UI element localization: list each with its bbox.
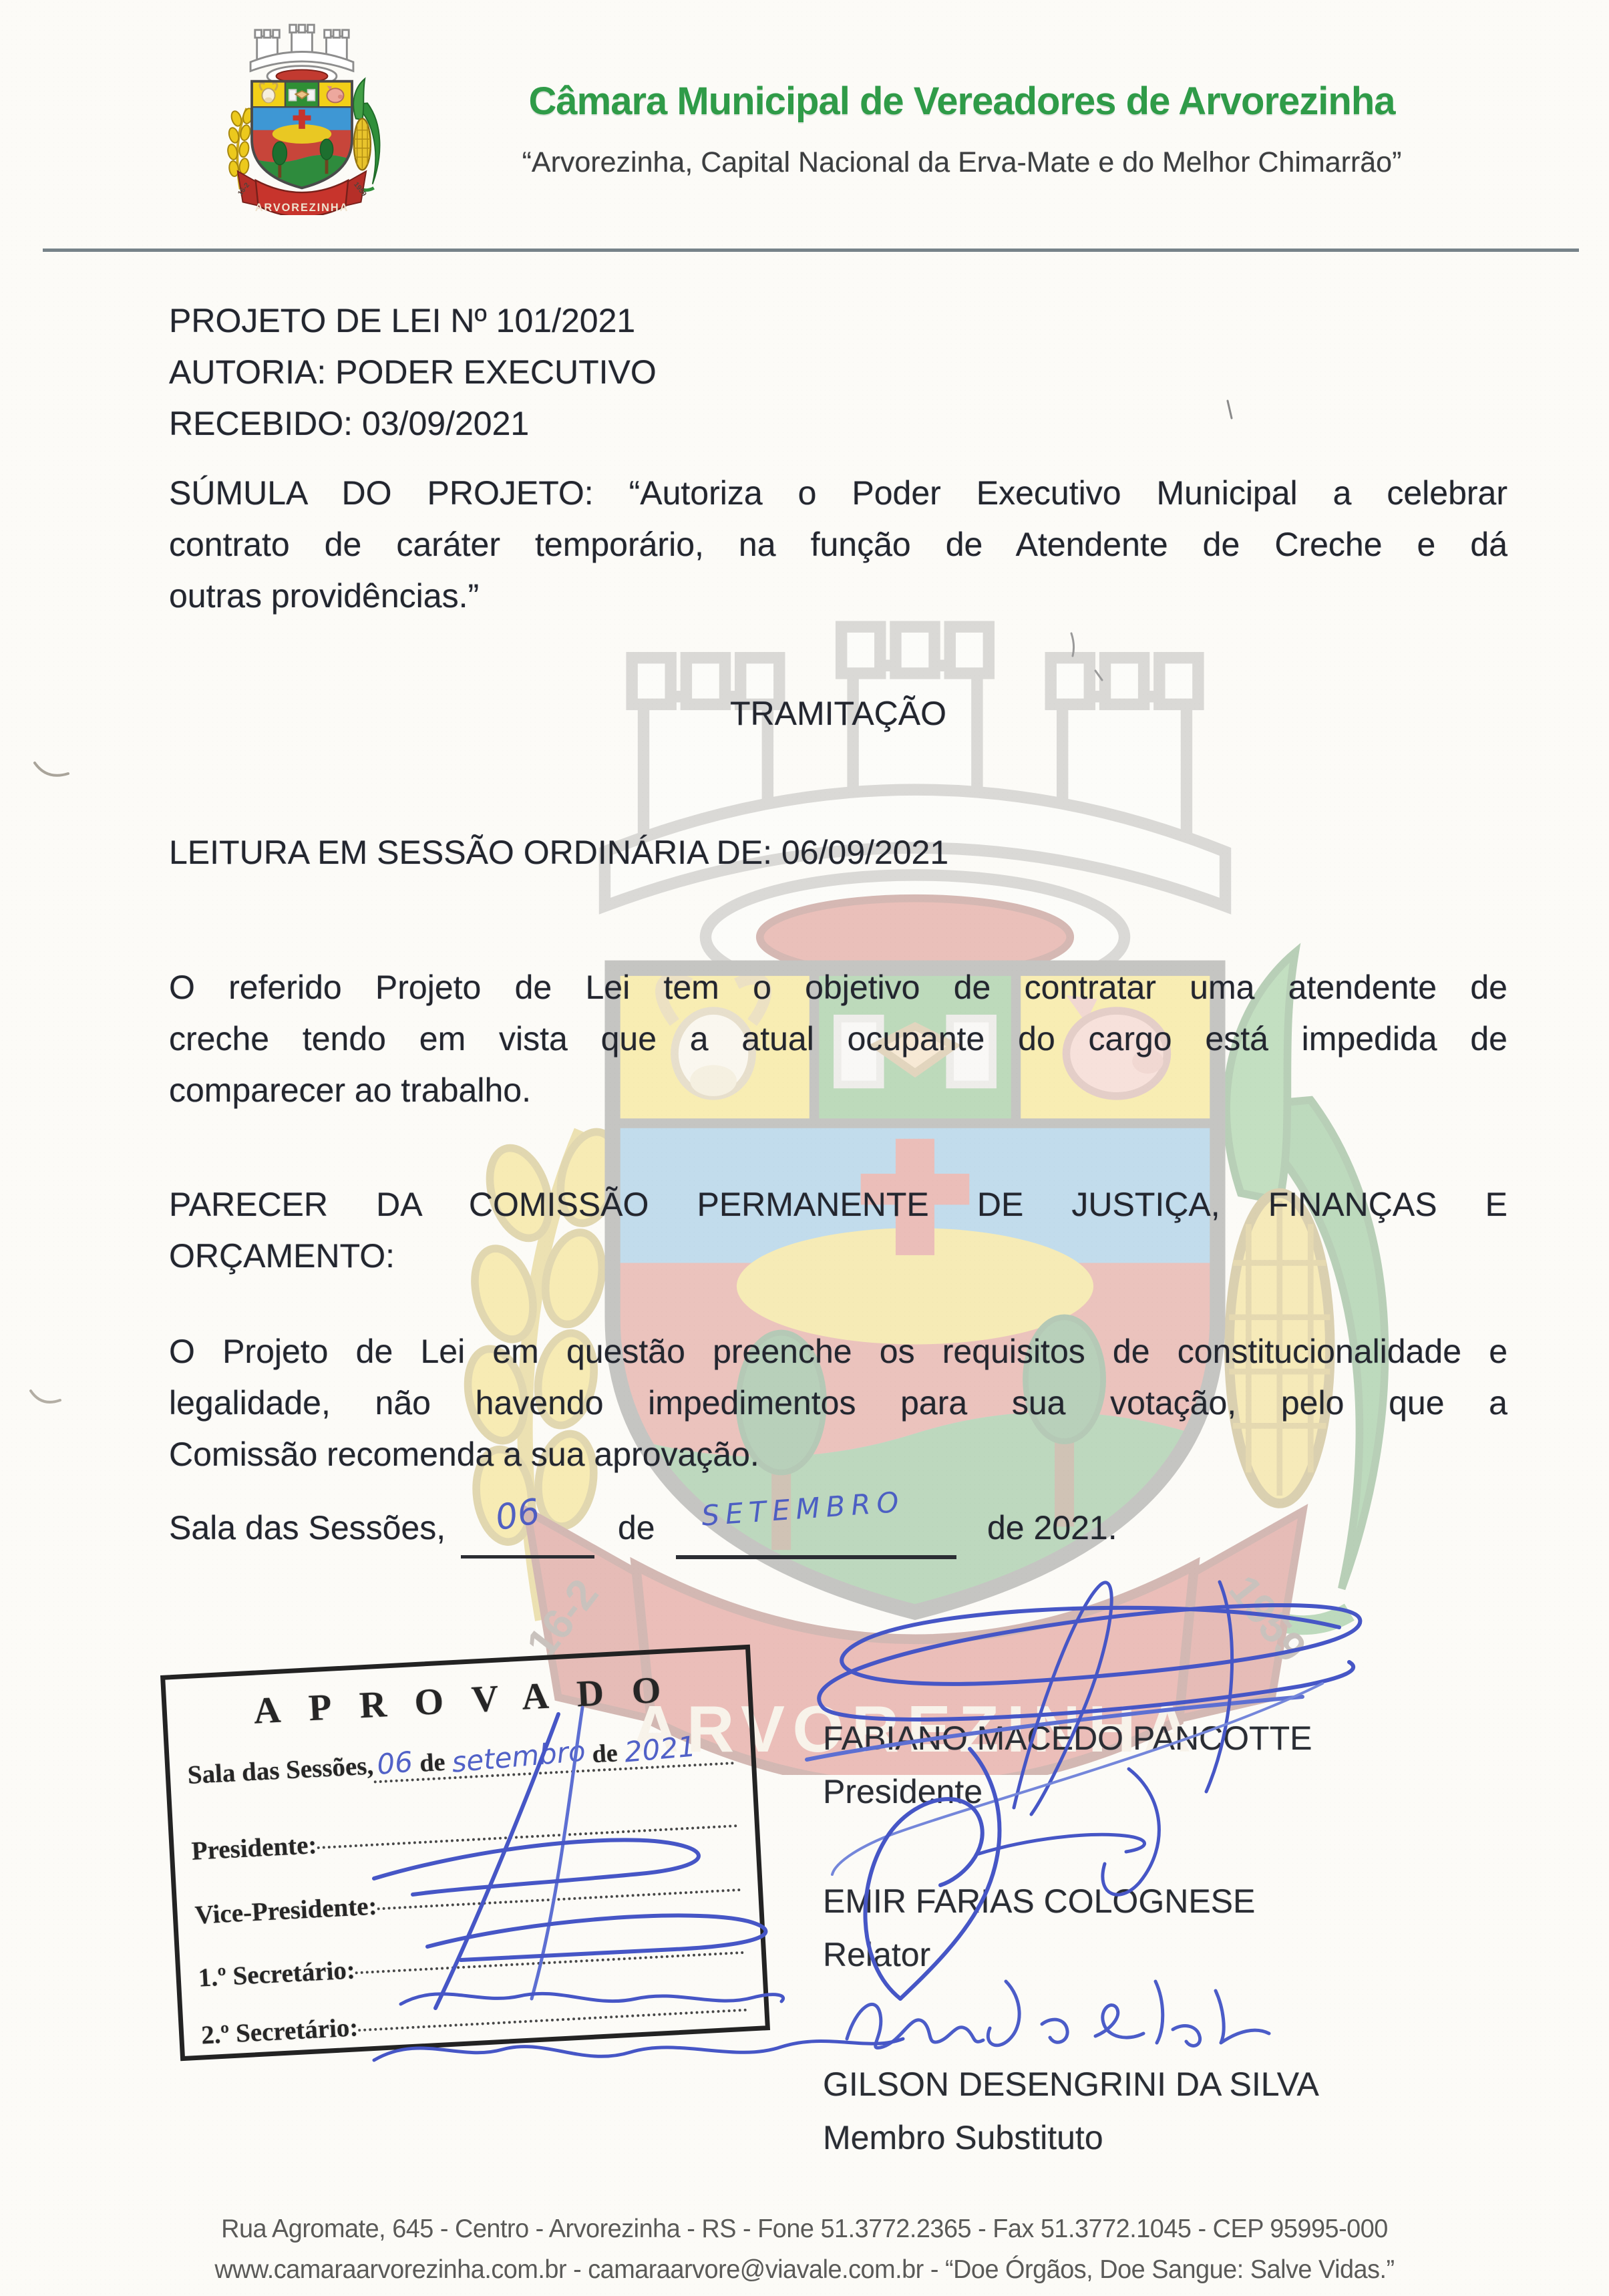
paragraph-line: contrato de caráter temporário, na função de Atendente de Creche e dá [169, 526, 1507, 563]
stamp-title: APROVADO [252, 1667, 690, 1732]
municipality-logo [218, 22, 385, 215]
stamp-handwritten-day: 06 [375, 1745, 415, 1782]
received-date-line: RECEBIDO: 03/09/2021 [169, 405, 530, 442]
page-title: Câmara Municipal de Vereadores de Arvorezinha [528, 79, 1395, 123]
paragraph-line: O Projeto de Lei em questão preenche os requisitos de constitucionalidade e [169, 1333, 1507, 1370]
header-divider [43, 249, 1579, 252]
sala-prefix: Sala das Sessões, [169, 1509, 446, 1546]
analise-paragraph [169, 1326, 1507, 1480]
signatory-name: FABIANO MACEDO PANCOTTE [823, 1719, 1312, 1757]
signatory-role: Membro Substituto [823, 2119, 1103, 2156]
gilson-signature [847, 1981, 1269, 2048]
stamp-handwritten-month: setembro [450, 1734, 587, 1779]
stamp-role-line [194, 1872, 741, 1931]
handwritten-month: SETEMBRO [700, 1485, 906, 1532]
document-meta [169, 295, 1507, 450]
stamp-role-label: Vice-Presidente: [194, 1891, 378, 1930]
parecer-heading [169, 1179, 1507, 1282]
project-number-line: PROJETO DE LEI Nº 101/2021 [169, 302, 636, 339]
stamp-session-label: Sala das Sessões, [186, 1751, 375, 1790]
stamp-role-line [200, 1992, 747, 2051]
stamp-role-label: 1.º Secretário: [197, 1955, 356, 1993]
stamp-role-label: Presidente: [190, 1830, 318, 1866]
signatory-block [823, 1711, 1312, 1818]
stamp-de-label: de [591, 1739, 618, 1769]
stamp-role-label: 2.º Secretário: [200, 2013, 359, 2050]
paragraph-line: ORÇAMENTO: [169, 1237, 395, 1275]
stamp-role-line [198, 1935, 745, 1993]
stamp-role-line [191, 1808, 738, 1866]
referido-paragraph [169, 962, 1507, 1116]
date-de-label: de [618, 1509, 655, 1546]
paragraph-line: creche tendo em vista que a atual ocupante do cargo está impedida de [169, 1020, 1507, 1057]
handwritten-day: 06 [492, 1491, 543, 1539]
footer-contact-line: www.camaraarvorezinha.com.br - camaraarvore@viavale.com.br - “Doe Órgãos, Doe Sangue: Salve Vidas.” [214, 2255, 1395, 2284]
paragraph-line: legalidade, não havendo impedimentos para sua votação, pelo que a [169, 1384, 1507, 1422]
authorship-line: AUTORIA: PODER EXECUTIVO [169, 353, 657, 391]
stamp-de-label: de [419, 1748, 446, 1778]
stamp-session-line [186, 1729, 734, 1793]
footer-address-line: Rua Agromate, 645 - Centro - Arvorezinha - RS - Fone 51.3772.2365 - Fax 51.3772.1045 - CEP 95995-000 [221, 2215, 1388, 2243]
paragraph-line: O referido Projeto de Lei tem o objetivo de contratar uma atendente de [169, 969, 1507, 1006]
signatory-name: GILSON DESENGRINI DA SILVA [823, 2066, 1319, 2103]
stamp-handwritten-year: 2021 [622, 1730, 697, 1769]
signatory-name: EMIR FARIAS COLOGNESE [823, 1882, 1256, 1920]
signatory-role: Relator [823, 1936, 931, 1973]
letterhead [468, 79, 1456, 179]
paragraph-line: SÚMULA DO PROJETO: “Autoriza o Poder Executivo Municipal a celebrar [169, 474, 1507, 512]
tramitacao-heading: TRAMITAÇÃO [729, 695, 947, 732]
paragraph-line: PARECER DA COMISSÃO PERMANENTE DE JUSTIÇA, FINANÇAS E [169, 1186, 1507, 1223]
paragraph-line: outras providências.” [169, 577, 480, 615]
page-subtitle: “Arvorezinha, Capital Nacional da Erva-Mate e do Melhor Chimarrão” [522, 146, 1402, 178]
leitura-line: LEITURA EM SESSÃO ORDINÁRIA DE: 06/09/2021 [169, 834, 949, 871]
signatory-block [823, 1874, 1255, 1981]
signatory-role: Presidente [823, 1773, 983, 1810]
signatory-block [823, 2058, 1319, 2164]
sumula-paragraph [169, 468, 1507, 622]
paragraph-line: comparecer ao trabalho. [169, 1072, 531, 1109]
date-year-suffix: de 2021. [987, 1509, 1117, 1546]
approval-stamp [160, 1645, 770, 2061]
paragraph-line: Comissão recomenda a sua aprovação. [169, 1436, 759, 1473]
